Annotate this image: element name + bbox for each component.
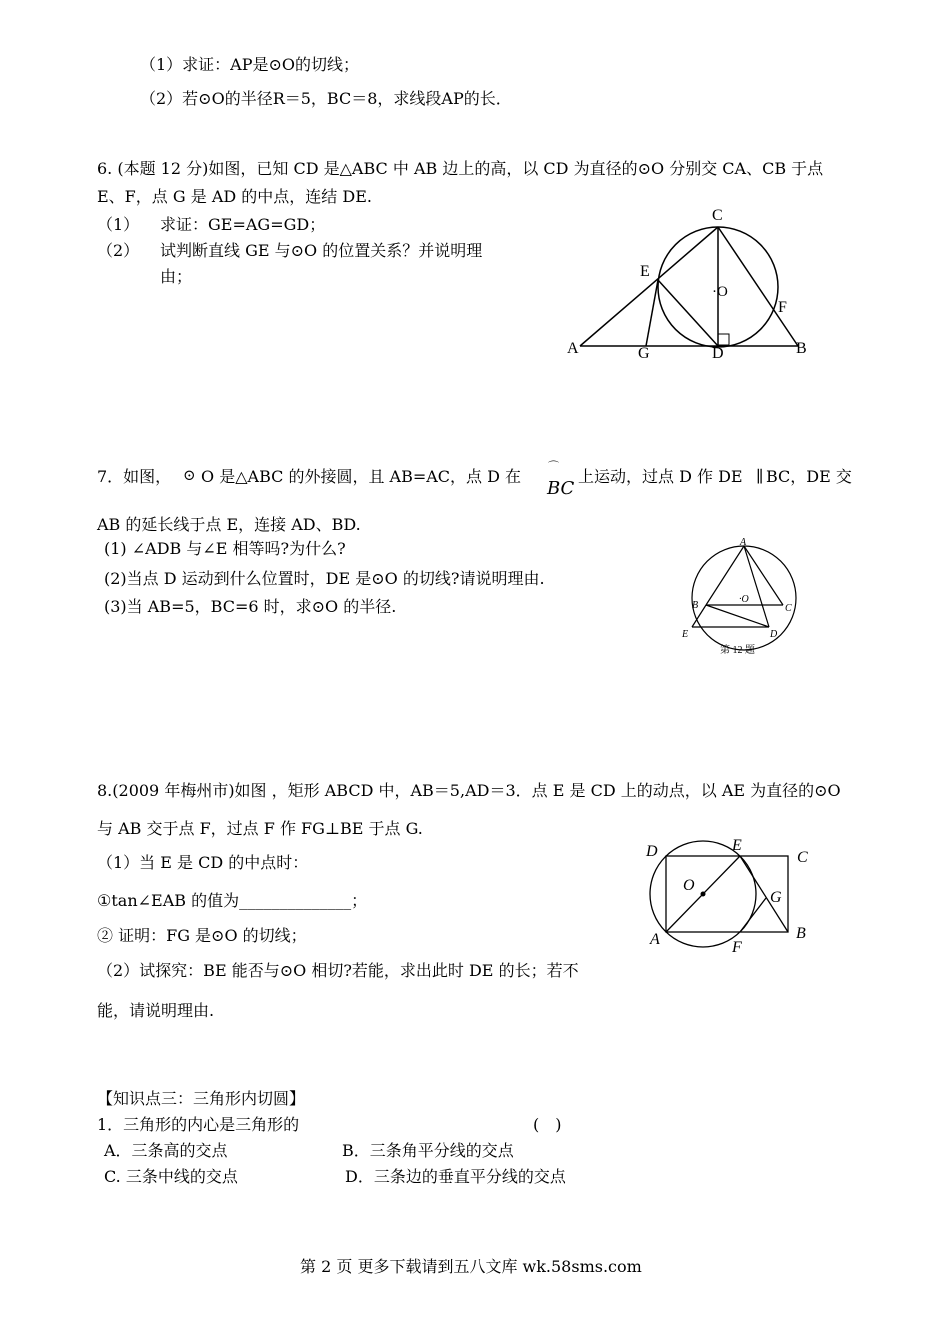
q8-label-b: B: [796, 925, 806, 942]
q5-part2: （2）若⊙O的半径R＝5，BC＝8，求线段AP的长．: [140, 89, 512, 108]
q6-label-e: E: [640, 263, 650, 280]
q7-label-a: A: [740, 537, 747, 548]
section3-q1-answer-blank: ( ): [533, 1115, 562, 1134]
q7-part1: (1) ∠ADB 与∠E 相等吗?为什么?: [104, 539, 346, 558]
q7-part2: (2)当点 D 运动到什么位置时，DE 是⊙O 的切线?请说明理由.: [104, 569, 545, 588]
q6-part2-line1: 试判断直线 GE 与⊙O 的位置关系？并说明理: [160, 241, 483, 260]
q7-part3: (3)当 AB=5，BC=6 时，求⊙O 的半径.: [104, 597, 397, 616]
q7-label-b: B: [692, 600, 699, 611]
q8-label-f: F: [732, 939, 742, 956]
q6-stem-line2: E、F，点 G 是 AD 的中点，连结 DE.: [97, 187, 372, 206]
q8-label-c: C: [797, 849, 808, 866]
q7-arc-bc-label: BC: [547, 478, 575, 499]
q6-label-g: G: [638, 345, 650, 362]
q6-label-a: A: [567, 340, 579, 357]
q6-label-b: B: [796, 340, 807, 357]
q6-stem-line1: 6. (本题 12 分)如图，已知 CD 是△ABC 中 AB 边上的高，以 CD 为直径的⊙O 分别交 CA、CB 于点: [97, 159, 824, 178]
q8-stem-line1: 8.(2009 年梅州市)如图 ，矩形 ABCD 中，AB＝5,AD＝3．点 E 是 CD 上的动点，以 AE 为直径的⊙O: [97, 781, 841, 800]
q8-part1: （1）当 E 是 CD 的中点时：: [97, 853, 309, 872]
q7-figure-caption: 第 12 题: [720, 645, 755, 656]
q6-segment-de: [658, 280, 718, 346]
q7-stem-line2: AB 的延长线于点 E，连接 AD、BD.: [97, 515, 361, 534]
arc-symbol: ⌒: [548, 460, 559, 473]
q7-stem-part-c: 上运动，过点 D 作 DE: [578, 467, 743, 486]
q6-geometry-figure: [560, 200, 820, 370]
q8-label-a: A: [650, 931, 660, 948]
q6-part2-line2: 由；: [160, 267, 193, 286]
q7-stem-part-d: BC，DE 交: [766, 467, 852, 486]
section3-option-d: D．三条边的垂直平分线的交点: [345, 1167, 566, 1186]
section3-q1-text: 1．三角形的内心是三角形的: [97, 1115, 300, 1134]
section3-option-a: A．三条高的交点: [104, 1141, 228, 1160]
q7-segment-bd: [706, 605, 769, 627]
q8-label-g: G: [770, 889, 782, 906]
q8-label-e: E: [732, 837, 742, 854]
q6-segment-cb: [718, 227, 798, 346]
q7-label-e: E: [682, 629, 689, 640]
q7-label-c: C: [785, 603, 792, 614]
q7-segment-ac: [744, 546, 783, 605]
section3-option-b: B．三条角平分线的交点: [342, 1141, 514, 1160]
section3-option-c: C. 三条中线的交点: [104, 1167, 238, 1186]
section3-heading: 【知识点三：三角形内切圆】: [97, 1089, 306, 1108]
q6-label-d: D: [712, 345, 724, 362]
q5-part1: （1）求证：AP是⊙O的切线；: [140, 55, 360, 74]
q8-stem-line2: 与 AB 交于点 F，过点 F 作 FG⊥BE 于点 G.: [97, 819, 423, 838]
q6-label-c: C: [712, 207, 723, 224]
q8-part2-line1: （2）试探究：BE 能否与⊙O 相切?若能，求出此时 DE 的长；若不: [97, 961, 579, 980]
q7-label-d: D: [770, 629, 778, 640]
q6-part2-number: （2）: [97, 241, 140, 260]
q7-geometry-figure: [676, 536, 816, 662]
q8-label-d: D: [646, 843, 658, 860]
q7-stem-part-a: 7．如图，: [97, 467, 172, 486]
page-footer: 第 2 页 更多下载请到五八文库 wk.58sms.com: [300, 1257, 642, 1276]
q8-segment-fg: [740, 898, 766, 932]
q8-center-point: [701, 892, 706, 897]
q7-segment-ad: [744, 546, 769, 627]
q8-sub1: ①tan∠EAB 的值为______________；: [97, 891, 368, 910]
circle-dot-symbol: ⊙: [183, 466, 196, 484]
q6-part1-text: 求证：GE=AG=GD；: [160, 215, 326, 234]
q7-label-o: ·O: [739, 594, 749, 605]
q8-sub2: ② 证明：FG 是⊙O 的切线；: [97, 926, 307, 945]
q6-right-angle-mark: [718, 334, 729, 345]
q8-label-o: O: [683, 877, 695, 894]
q6-label-o: ·O: [712, 284, 728, 300]
parallel-symbol: ∥: [756, 467, 764, 486]
q6-part1-number: （1）: [97, 215, 140, 234]
q8-part2-line2: 能，请说明理由.: [97, 1001, 215, 1020]
q6-segment-ge: [646, 280, 658, 346]
q6-label-f: F: [778, 299, 787, 316]
q7-stem-part-b: O 是△ABC 的外接圆，且 AB=AC，点 D 在: [201, 467, 522, 486]
q8-geometry-figure: [636, 832, 826, 958]
